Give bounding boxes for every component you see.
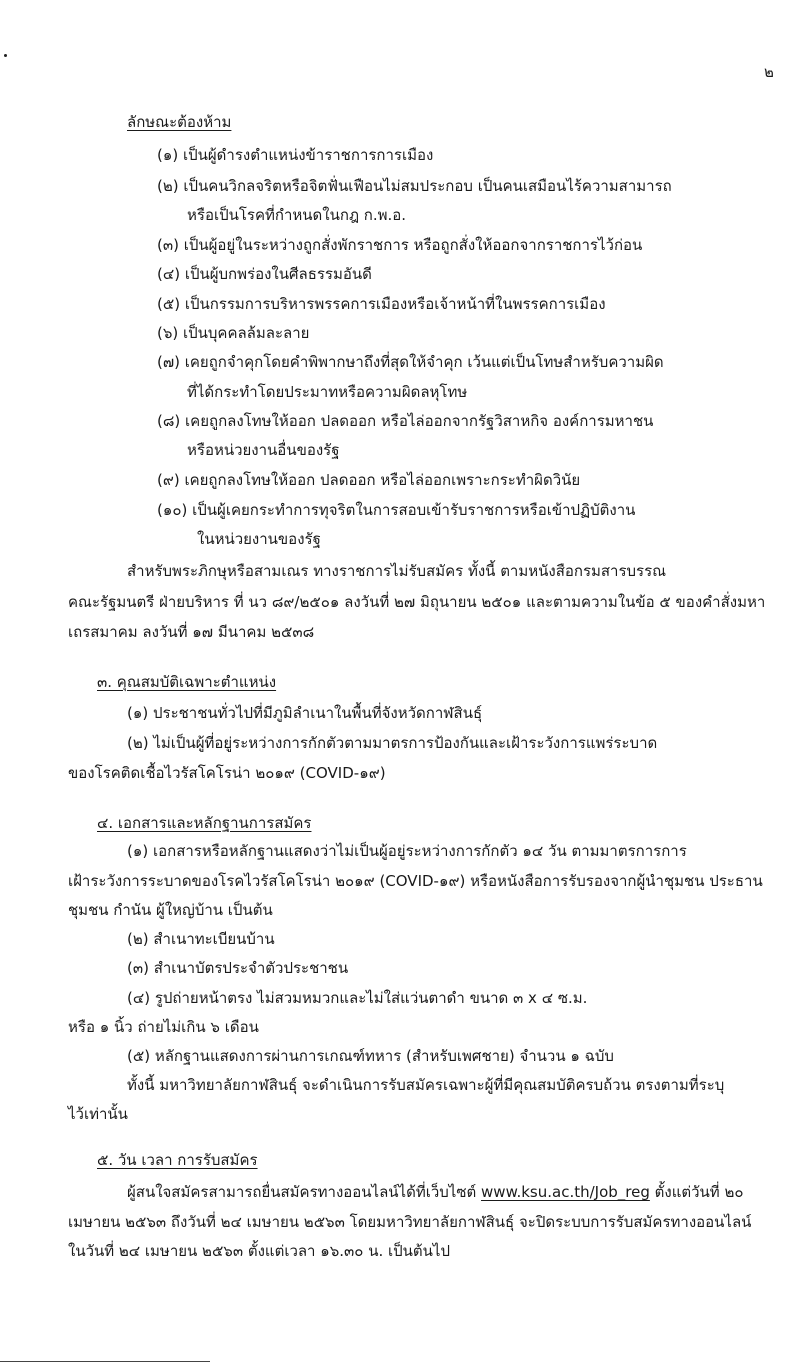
section-3-heading: ๓. คุณสมบัติเฉพาะตำแหน่ง [97, 673, 277, 691]
prohibited-item-2: (๒) เป็นคนวิกลจริตหรือจิตฟั่นเฟือนไม่สมประกอบ เป็นคนเสมือนไร้ความสามารถ [157, 177, 672, 195]
prohibited-item-5: (๕) เป็นกรรมการบริหารพรรคการเมืองหรือเจ้าหน้าที่ในพรรคการเมือง [157, 295, 606, 313]
section-5-heading: ๕. วัน เวลา การรับสมัคร [97, 1151, 258, 1169]
section-3-line-3: ของโรคติดเชื้อไวรัสโคโรน่า ๒๐๑๙ (COVID-๑๙) [68, 764, 386, 782]
footer-rule [0, 1361, 210, 1362]
section-5-line-1-prefix: ผู้สนใจสมัครสามารถยื่นสมัครทางออนไลน์ได้ที่เว็บไซต์ [127, 1183, 482, 1201]
section-4-line-7: หรือ ๑ นิ้ว ถ่ายไม่เกิน ๖ เดือน [68, 1018, 259, 1036]
section-4-line-3: ชุมชน กำนัน ผู้ใหญ่บ้าน เป็นต้น [68, 901, 273, 919]
section-4-line-8: (๕) หลักฐานแสดงการผ่านการเกณฑ์ทหาร (สำหรับเพศชาย) จำนวน ๑ ฉบับ [127, 1047, 614, 1065]
page-number: ๒ [764, 63, 774, 81]
prohibited-item-1: (๑) เป็นผู้ดำรงตำแหน่งข้าราชการการเมือง [157, 146, 434, 164]
section-4-line-4: (๒) สำเนาทะเบียนบ้าน [127, 930, 275, 948]
prohibited-item-9: (๙) เคยถูกลงโทษให้ออก ปลดออก หรือไล่ออกเพราะกระทำผิดวินัย [157, 471, 581, 489]
prohibited-item-10: (๑๐) เป็นผู้เคยกระทำการทุจริตในการสอบเข้ารับราชการหรือเข้าปฏิบัติงาน [157, 501, 636, 519]
prohibited-item-7: (๗) เคยถูกจำคุกโดยคำพิพากษาถึงที่สุดให้จำคุก เว้นแต่เป็นโทษสำหรับความผิด [157, 353, 664, 371]
section-4-line-10: ไว้เท่านั้น [68, 1105, 128, 1123]
prohibited-item-3: (๓) เป็นผู้อยู่ในระหว่างถูกสั่งพักราชการ หรือถูกสั่งให้ออกจากราชการไว้ก่อน [157, 236, 643, 254]
section-5-line-1-suffix: ตั้งแต่วันที่ ๒๐ [649, 1183, 744, 1201]
scan-speck [4, 54, 7, 57]
section-4-line-9: ทั้งนี้ มหาวิทยาลัยกาฬสินธุ์ จะดำเนินการรับสมัครเฉพาะผู้ที่มีคุณสมบัติครบถ้วน ตรงตามที่ระบุ [127, 1076, 725, 1094]
monk-note-line-1: สำหรับพระภิกษุหรือสามเณร ทางราชการไม่รับสมัคร ทั้งนี้ ตามหนังสือกรมสารบรรณ [127, 562, 667, 580]
section-3-line-2: (๒) ไม่เป็นผู้ที่อยู่ระหว่างการกักตัวตามมาตรการป้องกันและเฝ้าระวังการแพร่ระบาด [127, 734, 658, 752]
section-5-line-3: ในวันที่ ๒๔ เมษายน ๒๕๖๓ ตั้งแต่เวลา ๑๖.๓๐ น. เป็นต้นไป [68, 1242, 450, 1260]
prohibited-item-8: (๘) เคยถูกลงโทษให้ออก ปลดออก หรือไล่ออกจากรัฐวิสาหกิจ องค์การมหาชน [157, 412, 654, 430]
section-5-line-2: เมษายน ๒๕๖๓ ถึงวันที่ ๒๔ เมษายน ๒๕๖๓ โดยมหาวิทยาลัยกาฬสินธุ์ จะปิดระบบการรับสมัครทางออนไลน์ [68, 1213, 752, 1231]
section-4-line-5: (๓) สำเนาบัตรประจำตัวประชาชน [127, 959, 349, 977]
section-4-heading: ๔. เอกสารและหลักฐานการสมัคร [97, 814, 312, 832]
section-5-line-1 [127, 1182, 744, 1202]
prohibited-item-10-cont: ในหน่วยงานของรัฐ [197, 530, 321, 548]
monk-note-line-2: คณะรัฐมนตรี ฝ่ายบริหาร ที่ นว ๘๙/๒๕๐๑ ลงวันที่ ๒๗ มิถุนายน ๒๕๐๑ และตามความในข้อ ๕ ของคำสั่งมหา [68, 593, 766, 611]
section-4-line-6: (๔) รูปถ่ายหน้าตรง ไม่สวมหมวกและไม่ใส่แว่นตาดำ ขนาด ๓ x ๔ ซ.ม. [127, 989, 588, 1007]
monk-note-line-3: เถรสมาคม ลงวันที่ ๑๗ มีนาคม ๒๕๓๘ [68, 623, 315, 641]
prohibited-heading: ลักษณะต้องห้าม [127, 113, 232, 131]
prohibited-item-4: (๔) เป็นผู้บกพร่องในศีลธรรมอันดี [157, 265, 372, 283]
section-4-line-2: เฝ้าระวังการระบาดของโรคไวรัสโคโรน่า ๒๐๑๙ (COVID-๑๙) หรือหนังสือการรับรองจากผู้นำชุมชน ประธาน [68, 872, 763, 890]
section-4-line-1: (๑) เอกสารหรือหลักฐานแสดงว่าไม่เป็นผู้อยู่ระหว่างการกักตัว ๑๔ วัน ตามมาตรการการ [127, 842, 687, 860]
prohibited-item-8-cont: หรือหน่วยงานอื่นของรัฐ [187, 441, 340, 459]
registration-url-link[interactable]: www.ksu.ac.th/Job_reg [481, 1183, 650, 1201]
prohibited-item-7-cont: ที่ได้กระทำโดยประมาทหรือความผิดลหุโทษ [187, 383, 468, 401]
prohibited-item-6: (๖) เป็นบุคคลล้มละลาย [157, 324, 310, 342]
prohibited-item-2-cont: หรือเป็นโรคที่กำหนดในกฎ ก.พ.อ. [187, 206, 407, 224]
section-3-line-1: (๑) ประชาชนทั่วไปที่มีภูมิลำเนาในพื้นที่จังหวัดกาฬสินธุ์ [127, 704, 483, 722]
